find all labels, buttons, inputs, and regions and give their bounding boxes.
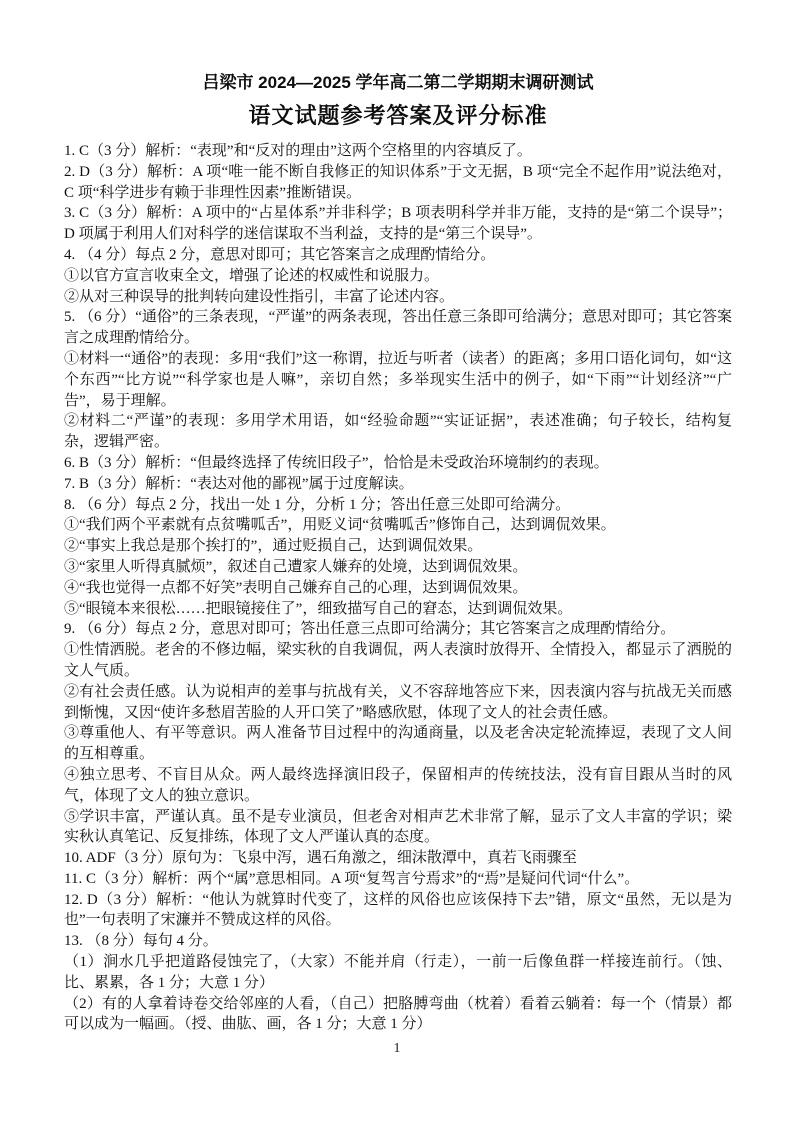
answer-paragraph: ①“我们两个平素就有点贫嘴呱舌”，用贬义词“贫嘴呱舌”修饰自己，达到调侃效果。 [64, 517, 616, 534]
answer-paragraph: 3. C（3 分）解析：A 项中的“占星体系”并非科学；B 项表明科学并非万能，支持的是“第二个误导”；D 项属于利用人们对科学的迷信谋取不当利益，支持的是“第三个误导”。 [64, 205, 732, 243]
answer-paragraph: 2. D（3 分）解析：A 项“唯一能不断自我修正的知识体系”于文无据，B 项“完全不起作用”说法绝对，C 项“科学进步有赖于非理性因素”推断错误。 [64, 163, 732, 201]
answer-paragraph: 10. ADF（3 分）原句为：飞泉中泻，遇石角激之，细沫散潭中，真若飞雨骤至 [64, 850, 577, 867]
answer-paragraph: 12. D（3 分）解析：“他认为就算时代变了，这样的风俗也应该保持下去”错，原文“虽然，无以是为也”一句表明了宋濂并不赞成这样的风俗。 [64, 891, 732, 929]
document-title: 吕梁市 2024—2025 学年高二第二学期期末调研测试 [202, 73, 594, 92]
answer-paragraph: 9. （6 分）每点 2 分，意思对即可；答出任意三点即可给满分；其它答案言之成理酌情给分。 [64, 621, 676, 638]
answer-paragraph: ①材料一“通俗”的表现：多用“我们”这一称谓，拉近与听者（读者）的距离；多用口语化词句，如“这个东西”“比方说”“科学家也是人嘛”，亲切自然；多举现实生活中的例子，如“下雨”“计划经济”“广告”，易于理解。 [64, 350, 732, 409]
answer-paragraph: 5. （6 分）“通俗”的三条表现，“严谨”的两条表现，答出任意三条即可给满分；意思对即可；其它答案言之成理酌情给分。 [64, 309, 732, 347]
answer-paragraph: ①以官方宣言收束全文，增强了论述的权威性和说服力。 [64, 267, 440, 284]
answer-paragraph: ②“事实上我总是那个挨打的”，通过贬损自己，达到调侃效果。 [64, 538, 483, 555]
answer-paragraph: ②材料二“严谨”的表现：多用学术用语，如“经验命题”“实证证据”，表述准确；句子较长，结构复杂，逻辑严密。 [64, 413, 732, 451]
answer-paragraph: 8. （6 分）每点 2 分，找出一处 1 分，分析 1 分；答出任意三处即可给满分。 [64, 496, 571, 513]
answer-paragraph: ②有社会责任感。认为说相声的差事与抗战有关，义不容辞地答应下来，因表演内容与抗战无关而感到惭愧，又因“使许多愁眉苦脸的人开口笑了”略感欣慰，体现了文人的社会责任感。 [64, 683, 732, 721]
answer-paragraph: ④“我也觉得一点都不好笑”表明自己嫌弃自己的心理，达到调侃效果。 [64, 579, 528, 596]
answer-paragraph: 7. B（3 分）解析：“表达对他的鄙视”属于过度解读。 [64, 475, 414, 492]
answer-paragraph: ②从对三种误导的批判转向建设性指引，丰富了论述内容。 [64, 288, 455, 305]
answer-paragraph: （1）涧水几乎把道路侵蚀完了，（大家）不能并肩（行走），一前一后像鱼群一样接连前行。（蚀、比、累累，各 1 分；大意 1 分） [64, 954, 732, 991]
answer-paragraph: 13. （8 分）每句 4 分。 [64, 933, 218, 950]
answer-paragraph: 6. B（3 分）解析：“但最终选择了传统旧段子”，恰恰是未受政治环境制约的表现。 [64, 454, 609, 471]
answer-paragraph: （2）有的人拿着诗卷交给邻座的人看，（自己）把胳膊弯曲（枕着）看着云躺着：每一个（情景）都可以成为一幅画。（授、曲肱、画，各 1 分；大意 1 分） [64, 995, 732, 1033]
answer-paragraph: ③尊重他人、有平等意识。两人准备节目过程中的沟通商量，以及老舍决定轮流捧逗，表现了文人间的互相尊重。 [64, 725, 732, 763]
page-number: 1 [393, 1041, 401, 1056]
answer-paragraph: ④独立思考、不盲目从众。两人最终选择演旧段子，保留相声的传统技法，没有盲目跟从当时的风气，体现了文人的独立意识。 [64, 766, 732, 804]
answer-paragraph: ⑤学识丰富，严谨认真。虽不是专业演员，但老舍对相声艺术非常了解，显示了文人丰富的学识；梁实秋认真笔记、反复排练，体现了文人严谨认真的态度。 [64, 808, 732, 846]
answer-paragraph: ③“家里人听得真腻烦”，叙述自己遭家人嫌弃的处境，达到调侃效果。 [64, 558, 528, 575]
document-subtitle: 语文试题参考答案及评分标准 [248, 103, 548, 128]
answer-paragraph: ⑤“眼镜本来很松……把眼镜接住了”，细致描写自己的窘态，达到调侃效果。 [64, 600, 573, 617]
answer-paragraph: 1. C（3 分）解析：“表现”和“反对的理由”这两个空格里的内容填反了。 [64, 143, 532, 159]
answer-paragraph: ①性情洒脱。老舍的不修边幅，梁实秋的自我调侃，两人表演时放得开、全情投入，都显示了洒脱的文人气质。 [64, 642, 732, 679]
answer-paragraph: 11. C（3 分）解析：两个“属”意思相同。A 项“复驾言兮焉求”的“焉”是疑问代词“什么”。 [64, 870, 640, 887]
answers-list [64, 141, 732, 1035]
answer-paragraph: 4. （4 分）每点 2 分，意思对即可；其它答案言之成理酌情给分。 [64, 246, 496, 263]
